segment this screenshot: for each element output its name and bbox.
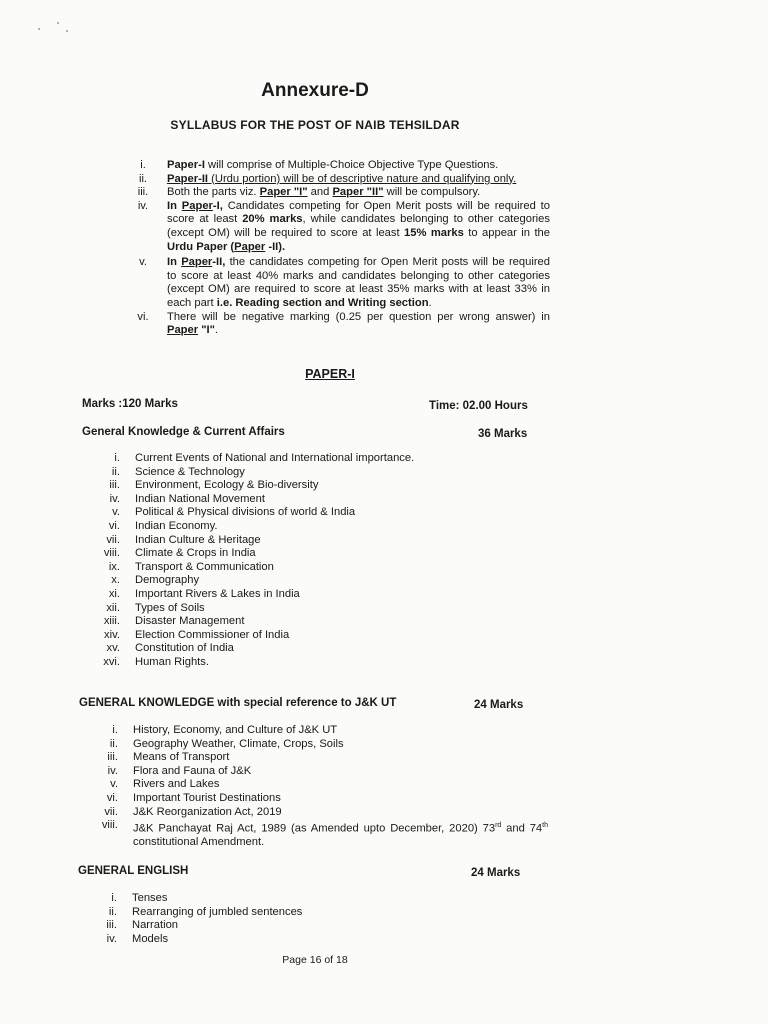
topic-number: i.	[114, 452, 120, 464]
instruction-text: Urdu Paper (	[167, 240, 235, 253]
topic-text: Rearranging of jumbled sentences	[132, 905, 303, 918]
topic-number: ii.	[108, 905, 117, 918]
instruction-text: and	[307, 186, 333, 199]
topic-text: Political & Physical divisions of world & India	[135, 506, 356, 519]
topic-item	[88, 806, 548, 820]
topic-item	[90, 547, 550, 561]
instruction-number: ii.	[138, 172, 148, 185]
topic-number: iii.	[107, 751, 118, 764]
instruction-text: (Urdu portion) will be of descriptive nature and qualifying only.	[208, 172, 517, 185]
topic-number: iii.	[106, 919, 117, 932]
instruction-text: Paper	[234, 240, 266, 253]
topic-text: Indian National Movement	[135, 492, 265, 505]
topic-number: vii.	[104, 805, 118, 818]
scan-speck	[66, 30, 68, 32]
topic-text: Types of Soils	[135, 601, 205, 614]
topic-number: viii.	[103, 547, 120, 560]
section-marks: 24 Marks	[471, 867, 521, 879]
topic-item	[90, 574, 550, 588]
topic-text: Disaster Management	[135, 615, 245, 628]
instruction-item	[120, 200, 550, 254]
instruction-text: 15% marks	[404, 226, 464, 239]
topic-text: Important Rivers & Lakes in India	[135, 587, 300, 600]
instruction-text: Paper	[181, 256, 213, 269]
topic-item	[90, 506, 550, 520]
instruction-text: Paper-I	[167, 159, 205, 171]
instruction-text: Candidates competing for Open Merit posts will be required to score at least	[167, 199, 550, 226]
section-heading: GENERAL ENGLISH	[78, 865, 189, 877]
instruction-text: Both the parts viz.	[167, 186, 260, 199]
instruction-text: Paper "I"	[259, 186, 308, 199]
time-allowed: Time: 02.00 Hours	[429, 400, 528, 412]
instruction-text: to appear in the	[463, 226, 550, 239]
topic-text: Models	[132, 932, 169, 945]
instruction-number: vi.	[137, 310, 149, 323]
instruction-text: -II,	[212, 256, 226, 269]
topic-number: x.	[111, 574, 120, 587]
instruction-text: will be compulsory.	[383, 186, 481, 199]
section-topic-list	[90, 452, 550, 670]
topic-text: Narration	[132, 919, 179, 932]
section-heading: GENERAL KNOWLEDGE with special reference to J&K UT	[79, 697, 397, 709]
instruction-text: i.e. Reading section and Writing section	[216, 296, 429, 309]
topic-item	[90, 588, 550, 602]
instruction-text: "I"	[198, 324, 215, 337]
scan-speck	[38, 28, 40, 30]
topic-number: iv.	[107, 764, 118, 777]
topic-text: Constitution of India	[135, 642, 234, 655]
topic-item	[90, 534, 550, 548]
topic-number: iv.	[106, 932, 117, 945]
topic-text: Geography Weather, Climate, Crops, Soils	[133, 737, 344, 750]
topic-number: viii.	[101, 819, 118, 832]
page-number: Page 16 of 18	[282, 954, 348, 966]
instruction-text: , while candidates belonging to other categories (except OM) will be required to score at least	[167, 213, 550, 239]
instruction-item	[120, 173, 550, 187]
topic-text: Tenses	[132, 892, 168, 904]
instruction-text: the candidates competing for Open Merit posts will be required to score at least 40% marks and candidates belonging to other categories (except OM) are required to score at least 35% marks with at least 33% in each part	[167, 256, 550, 309]
section-marks: 24 Marks	[474, 699, 524, 711]
instruction-text: In	[167, 256, 182, 269]
topic-text: Environment, Ecology & Bio-diversity	[135, 479, 319, 492]
instructions-list	[120, 159, 550, 338]
topic-text: Human Rights.	[135, 655, 209, 668]
topic-item	[88, 765, 548, 779]
instruction-number: iv.	[137, 199, 149, 212]
topic-item	[90, 602, 550, 616]
section-topic-list	[87, 892, 547, 946]
instruction-text: 20% marks	[242, 213, 303, 226]
instruction-item	[120, 256, 550, 310]
topic-item	[90, 452, 550, 466]
topic-item	[90, 479, 550, 493]
topic-number: xiii.	[103, 615, 120, 628]
topic-item	[87, 892, 547, 906]
topic-item	[88, 751, 548, 765]
topic-number: xi.	[108, 587, 120, 600]
topic-number: iii.	[109, 479, 120, 492]
instruction-number: i.	[140, 159, 146, 171]
instruction-text: .	[428, 296, 432, 309]
instruction-text: Paper "II"	[332, 186, 384, 199]
topic-item	[87, 906, 547, 920]
topic-item	[90, 642, 550, 656]
topic-number: i.	[112, 724, 118, 736]
instruction-text: .	[214, 324, 219, 337]
topic-item	[87, 919, 547, 933]
topic-number: iv.	[109, 492, 120, 505]
topic-number: ii.	[109, 737, 118, 750]
topic-text: Science & Technology	[135, 465, 245, 478]
topic-text: Election Commissioner of India	[135, 628, 290, 641]
topic-item	[88, 792, 548, 806]
topic-number: xv.	[106, 642, 120, 655]
topic-item	[87, 933, 547, 947]
topic-text: Rivers and Lakes	[133, 778, 220, 791]
paper-heading: PAPER-I	[305, 367, 355, 381]
topic-text: J&K Reorganization Act, 2019	[133, 805, 282, 818]
topic-item	[88, 724, 548, 738]
instruction-item	[120, 159, 550, 173]
topic-item	[90, 466, 550, 480]
topic-item	[90, 561, 550, 575]
section-heading: General Knowledge & Current Affairs	[82, 426, 285, 438]
topic-number: vi.	[108, 519, 120, 532]
topic-item	[90, 615, 550, 629]
instruction-item	[120, 311, 550, 338]
topic-text: Transport & Communication	[135, 560, 274, 573]
topic-number: v.	[112, 506, 120, 519]
topic-text: Current Events of National and International importance.	[135, 452, 415, 464]
page-subtitle: SYLLABUS FOR THE POST OF NAIB TEHSILDAR	[170, 118, 460, 132]
topic-item	[90, 629, 550, 643]
instruction-text: will comprise of Multiple-Choice Objective Type Questions.	[204, 159, 499, 171]
scan-speck	[57, 22, 59, 24]
topic-number: i.	[111, 892, 117, 904]
topic-number: xii.	[106, 601, 120, 614]
topic-text: Important Tourist Destinations	[133, 791, 281, 804]
instruction-text: Paper	[181, 199, 213, 212]
topic-number: xiv.	[104, 628, 120, 641]
section-topic-list	[88, 724, 548, 850]
topic-number: vi.	[106, 791, 118, 804]
topic-text: J&K Panchayat Raj Act, 1989 (as Amended upto December, 2020) 73rd and 74th constitutional Amendment.	[133, 822, 548, 849]
topic-text: Demography	[135, 574, 200, 587]
topic-number: v.	[110, 778, 118, 791]
section-marks: 36 Marks	[478, 428, 528, 440]
topic-item	[88, 819, 548, 850]
topic-item	[88, 738, 548, 752]
topic-text: History, Economy, and Culture of J&K UT	[133, 724, 338, 736]
instruction-number: v.	[139, 256, 147, 269]
topic-number: xvi.	[103, 655, 120, 668]
instruction-item	[120, 186, 550, 200]
instruction-text: Paper-II	[167, 172, 209, 185]
instruction-text: -I,	[212, 199, 223, 212]
topic-number: ix.	[108, 560, 120, 573]
instruction-text: -II).	[265, 240, 286, 253]
topic-text: Indian Culture & Heritage	[135, 533, 261, 546]
topic-item	[90, 520, 550, 534]
total-marks: Marks :120 Marks	[82, 398, 178, 410]
topic-text: Means of Transport	[133, 751, 230, 764]
topic-item	[88, 778, 548, 792]
topic-text: Indian Economy.	[135, 519, 218, 532]
topic-text: Flora and Fauna of J&K	[133, 764, 252, 777]
instruction-text: There will be negative marking (0.25 per question per wrong answer) in	[167, 310, 550, 323]
instruction-text: Paper	[167, 324, 199, 337]
topic-item	[90, 656, 550, 670]
topic-text: Climate & Crops in India	[135, 547, 256, 560]
topic-number: vii.	[106, 533, 120, 546]
instruction-text: In	[167, 199, 182, 212]
topic-number: ii.	[111, 465, 120, 478]
instruction-number: iii.	[137, 186, 149, 199]
page-title: Annexure-D	[261, 80, 369, 101]
topic-item	[90, 493, 550, 507]
